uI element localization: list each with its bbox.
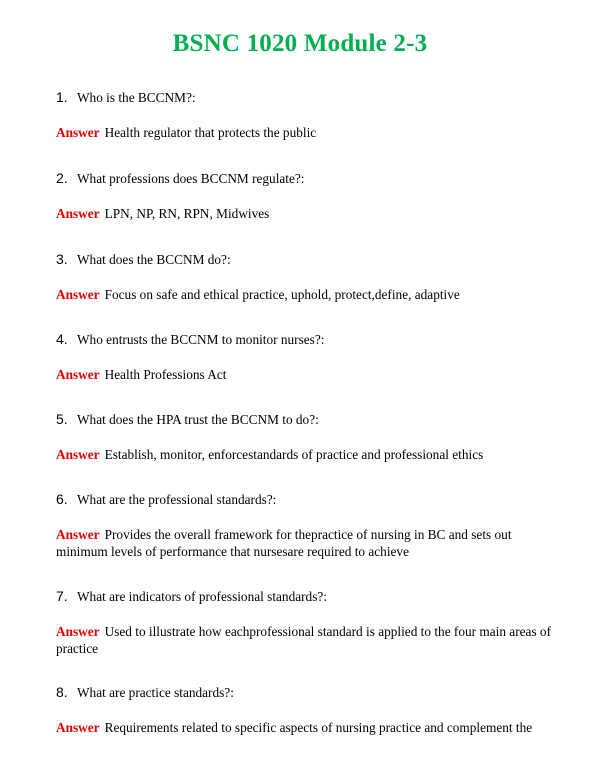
question-number: 4.: [56, 331, 68, 347]
question: [56, 684, 556, 701]
question: [56, 491, 556, 508]
question-number: 8.: [56, 684, 68, 700]
question-text: Who is the BCCNM?:: [77, 90, 196, 105]
answer-label: Answer: [56, 206, 100, 221]
answer-label: Answer: [56, 287, 100, 302]
question-text: What does the HPA trust the BCCNM to do?:: [77, 412, 319, 427]
question-number: 1.: [56, 89, 68, 105]
answer-label: Answer: [56, 527, 100, 542]
document-title: BSNC 1020 Module 2-3: [172, 30, 428, 57]
answer-text: Provides the overall framework for thepractice of nursing in BC and sets out minimum levels of performance that nursesare required to achieve: [56, 527, 512, 559]
qa-item-6: [56, 491, 556, 560]
answer: [56, 527, 552, 560]
qa-item-1: [56, 89, 556, 142]
question: [56, 170, 556, 187]
question-text: What are the professional standards?:: [77, 492, 277, 507]
qa-item-2: [56, 170, 556, 223]
question-number: 6.: [56, 491, 68, 507]
question: [56, 89, 556, 106]
qa-item-4: [56, 331, 556, 384]
answer-label: Answer: [56, 367, 100, 382]
answer: [56, 624, 552, 657]
answer: [56, 206, 552, 223]
answer: [56, 720, 552, 737]
answer-text: Used to illustrate how eachprofessional standard is applied to the four main areas of practice: [56, 624, 552, 656]
question: [56, 331, 556, 348]
answer: [56, 447, 552, 464]
question: [56, 251, 556, 268]
qa-item-7: [56, 588, 556, 657]
question-text: What does the BCCNM do?:: [77, 252, 231, 267]
question-number: 3.: [56, 251, 68, 267]
qa-item-8: [56, 684, 556, 737]
answer-label: Answer: [56, 624, 100, 639]
answer-label: Answer: [56, 125, 100, 140]
question-text: What professions does BCCNM regulate?:: [77, 171, 305, 186]
answer-text: LPN, NP, RN, RPN, Midwives: [104, 206, 270, 221]
answer-text: Focus on safe and ethical practice, uphold, protect,define, adaptive: [104, 287, 460, 302]
answer-text: Establish, monitor, enforcestandards of practice and professional ethics: [104, 447, 484, 462]
answer-text: Requirements related to specific aspects of nursing practice and complement the: [104, 720, 533, 735]
answer-label: Answer: [56, 720, 100, 735]
question-text: What are practice standards?:: [77, 685, 234, 700]
question-text: Who entrusts the BCCNM to monitor nurses?:: [77, 332, 325, 347]
question: [56, 588, 556, 605]
question-number: 7.: [56, 588, 68, 604]
answer-text: Health Professions Act: [104, 367, 227, 382]
answer: [56, 287, 552, 304]
question-text: What are indicators of professional standards?:: [77, 589, 327, 604]
qa-item-3: [56, 251, 556, 304]
answer-label: Answer: [56, 447, 100, 462]
question-number: 2.: [56, 170, 68, 186]
question: [56, 411, 556, 428]
question-number: 5.: [56, 411, 68, 427]
answer: [56, 125, 552, 142]
answer: [56, 367, 552, 384]
answer-text: Health regulator that protects the public: [104, 125, 317, 140]
qa-item-5: [56, 411, 556, 464]
